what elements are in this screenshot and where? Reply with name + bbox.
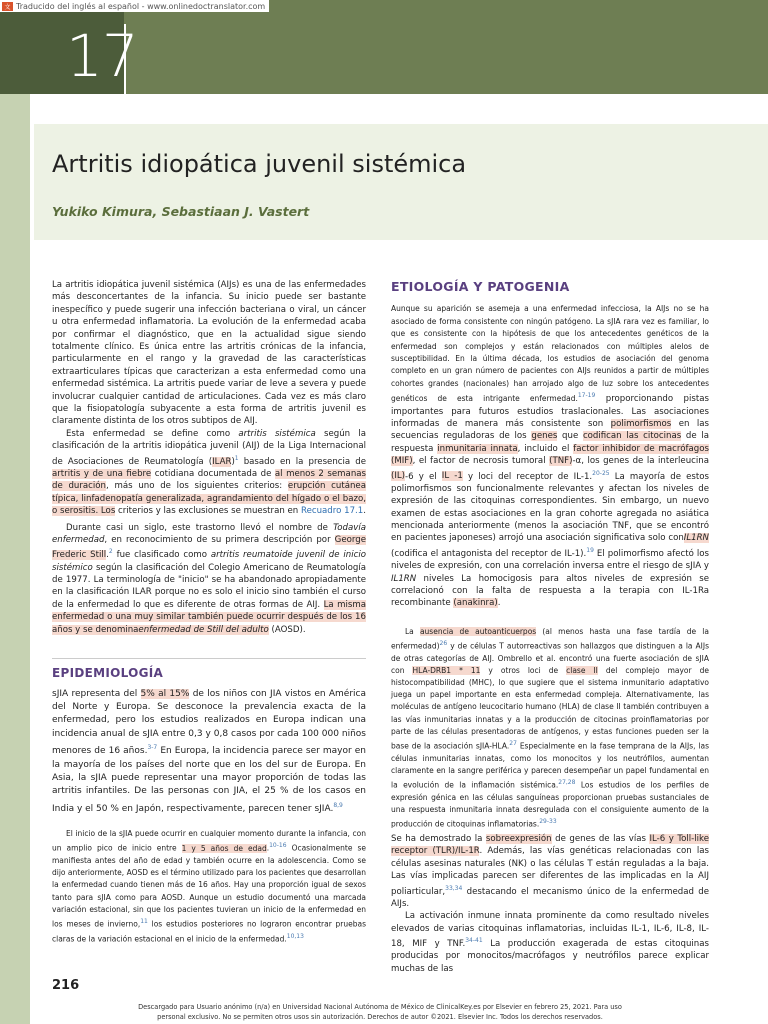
cytokines-paragraph: La activación inmune innata prominente da como resultado niveles elevados de varias citoquinas inflamatorias, incluidas IL-1, IL-6, IL-8, IL-18, MIF y TNF.$^{34-41}$ La producción exagerada de estas citoquinas producidas por monocitos/macrófagos y neutrófilos parece explicar muchas de las (391, 911, 709, 974)
box-17-1-link[interactable]: Recuadro 17.1 (301, 506, 364, 517)
genetics-paragraph: Aunque su aparición se asemeja a una enfermedad infecciosa, la AIJs no se ha asociado de forma consistente con ningún patógeno. La sJIA rara vez es familiar, lo que es consistente con la hipótesis de que los antecedentes genéticos de la enfermedad son complejos y están relacionados con múltiples alelos de susceptibilidad. En la última década, los estudios de asociación del genoma completo en un gran número de pacientes con AIJs reunidos a partir de múltiples cohortes grandes (nacionales) han arrojado algo de luz sobre los antecedentes genéticos de esta intrigante enfermedad.$^{17-19}$ proporcionando pistas importantes para futuros estudios traslacionales. Las asociaciones informadas de manera más consistente son polimorfismos en las secuencias reguladoras de los genes que codifican las citocinas de la respuesta inmunitaria innata, incluido el factor inhibidor de macrófagos (MIF), el factor de necrosis tumoral (TNF)-α, los genes de la interleucina (IL)-6 y el IL -1 y loci del receptor de IL-1.$^{20-25}$ La mayoría de estos polimorfismos son funcionalmente relevantes y afectan los niveles de expresión de las citoquinas correspondientes. Sin embargo, un nuevo examen de estas asociaciones en la gran cohorte agregada no asiática mencionada anteriormente (menos la asociación TNF, que se encontró en pacientes japoneses) arrojó una asociación significativa solo conIL1RN (codifica el antagonista del receptor de IL-1).$^{19}$ El polimorfismo afectó los niveles de expresión, con una correlación inversa entre el riesgo de sJIA y IL1RN niveles La homocigosis para altos niveles de expresión se correlacionó con la falta de respuesta a la terapia con IL-1Ra recombinante (anakinra). (391, 304, 710, 609)
chapter-authors: Yukiko Kimura, Sebastiaan J. Vastert (52, 204, 310, 219)
intro-paragraph: La artritis idiopática juvenil sistémica (AIJs) es una de las enfermedades más desconcertantes de la infancia. Su inicio puede ser bastante inespecífico y puede sugerir una infección bacteriana o viral, un cáncer u otra enfermedad inflamatoria. La evolución de la enfermedad acaba por confirmar el diagnóstico, que en la actualidad sigue siendo totalmente clínico. Es única entre las artritis crónicas de la infancia, particularmente en el rango y la gravedad de las características extraarticulares típicas que caracterizan a esta enfermedad como una enfermedad sistémica. La artritis puede variar de leve a severa y puede involucrar cualquier cantidad de articulaciones. Cada vez es más claro que la fisiopatología subyacente a esta forma de artritis juvenil es claramente distinta de los otros subtipos de AIJ. (52, 280, 366, 427)
page-number: 216 (52, 978, 80, 993)
title-band (34, 124, 768, 240)
etiology-heading: ETIOLOGÍA Y PATOGENIA (391, 279, 570, 294)
chapter-number: 17 (66, 22, 138, 90)
section-divider (52, 658, 366, 659)
download-footer (120, 1002, 640, 1022)
expression-paragraph: Se ha demostrado la sobreexpresión de genes de las vías IL-6 y Toll-like receptor (TLR)/IL-1R. Además, las vías genéticas relacionadas con las células asesinas naturales (NK) o las células T están reguladas a la baja. Las vías implicadas parecen ser diferentes de las implicadas en la AIJ poliarticular,$^{33,34}$ destacando el mecanismo único de la enfermedad de AIJs. (391, 833, 709, 909)
translator-text[interactable]: Traducido del inglés al español - www.onlinedoctranslator.com (16, 1, 266, 11)
translate-icon: 文 (2, 2, 13, 11)
left-column (52, 279, 366, 945)
autoimmunity-paragraph: La ausencia de autoanticuerpos (al menos hasta una fase tardía de la enfermedad)$^{26}$ y de células T autorreactivas son hallazgos que distinguen a la AIJs de otras categorías de AIJ. Ombrello et al. encontró una fuerte asociación de sJIA con HLA-DRB1 * 11 y otros loci de clase II del complejo mayor de histocompatibilidad (MHC), lo que sugiere que el sistema inmunitario adaptativo juega un papel importante en esta enfermedad compleja. Alternativamente, las moléculas de antígeno leucocitario humano (HLA) de clase II también contribuyen a las vías inmunitarias innatas y a la producción de citocinas proinflamatorias por parte de las células presentadoras de antígenos, y estas funciones pueden ser la base de la asociación sJIA-HLA.$^{27}$ Especialmente en la fase temprana de la AIJs, las células inmunitarias innatas, como los monocitos y los neutrófilos, aumentan claramente en la sangre periférica y parecen desempeñar un papel fundamental en la evolución de la inflamación sistémica.$^{27,28}$ Los estudios de los perfiles de expresión génica en las células sanguíneas proporcionan pruebas sustanciales de una respuesta inmunitaria innata desregulada con el consiguiente aumento de la producción de citoquinas inflamatorias.$^{29-33}$ (391, 626, 709, 829)
translator-banner[interactable] (0, 0, 269, 12)
footer-line-2: personal exclusivo. No se permiten otros usos sin autorización. Derechos de autor ©2021. Elsevier Inc. Todos los derechos reservados. (157, 1013, 603, 1021)
right-column (391, 281, 709, 975)
epidemiology-heading: EPIDEMIOLOGÍA (52, 666, 164, 681)
epidemiology-paragraph: sJIA representa del 5% al 15% de los niños con JIA vistos en América del Norte y Europa. Se desconoce la prevalencia exacta de la enfermedad, pero los estudios realizados en Europa indican una incidencia anual de sJIA entre 0,3 y 0,8 casos por cada 100 000 niños menores de 16 años.$^{3-7}$ En Europa, la incidencia parece ser mayor en la mayoría de los países del norte que en los del sur de Europa. En Asia, la sJIA puede representar una mayor proporción de todas las artritis infantiles. De las personas con JIA, el 25 % de los casos en India y el 50 % en Japón, respectivamente, parecen tener sJIA.$^{8,9}$ (52, 688, 366, 814)
chapter-title: Artritis idiopática juvenil sistémica (52, 150, 467, 178)
history-paragraph: Durante casi un siglo, este trastorno llevó el nombre de Todavía enfermedad, en reconocimiento de su primera descripción por George Frederic Still.$^2$ fue clasificado como artritis reumatoide juvenil de inicio sistémico según la clasificación del Colegio Americano de Reumatología de 1977. La terminología de "inicio" se ha abandonado apropiadamente en la clasificación ILAR porque no es solo el inicio sino también el curso de la enfermedad lo que es diferente de otras formas de AIJ. La misma enfermedad o una muy similar también puede ocurrir después de los 16 años y se denominaenfermedad de Still del adulto (AOSD). (52, 522, 366, 635)
onset-paragraph: El inicio de la sJIA puede ocurrir en cualquier momento durante la infancia, con un amplio pico de inicio entre 1 y 5 años de edad.$^{10-16}$ Ocasionalmente se manifiesta antes del año de edad y también ocurre en la adolescencia. Como se dijo anteriormente, AOSD es el término utilizado para los pacientes que desarrollan la enfermedad cuando tienen más de 16 años. Hay una proporción igual de sexos tanto para sJIA como para AOSD. Aunque un estudio documentó una marcada variación estacional, sin que los pacientes tuvieran un inicio de la enfermedad en los meses de invierno,$^{11}$ los estudios posteriores no lograron encontrar pruebas claras de la variación estacional en el inicio de la enfermedad.$^{10,13}$ (52, 829, 367, 944)
footer-line-1: Descargado para Usuario anónimo (n/a) en Universidad Nacional Autónoma de México de ClinicalKey.es por Elsevier en febrero 25, 2021. Para uso (138, 1003, 622, 1011)
left-sidebar-stripe (0, 94, 30, 1024)
definition-paragraph: Esta enfermedad se define como artritis sistémica según la clasificación de la artritis idiopática juvenil (AIJ) de la Liga Internacional de Asociaciones de Reumatología (ILAR)$^1$ basado en la presencia de artritis y de una fiebre cotidiana documentada de al menos 2 semanas de duración, más uno de los siguientes criterios: erupción cutánea típica, linfadenopatía generalizada, agrandamiento del hígado o el bazo, o serositis. Los criterios y las exclusiones se muestran en Recuadro 17.1. (52, 428, 367, 517)
